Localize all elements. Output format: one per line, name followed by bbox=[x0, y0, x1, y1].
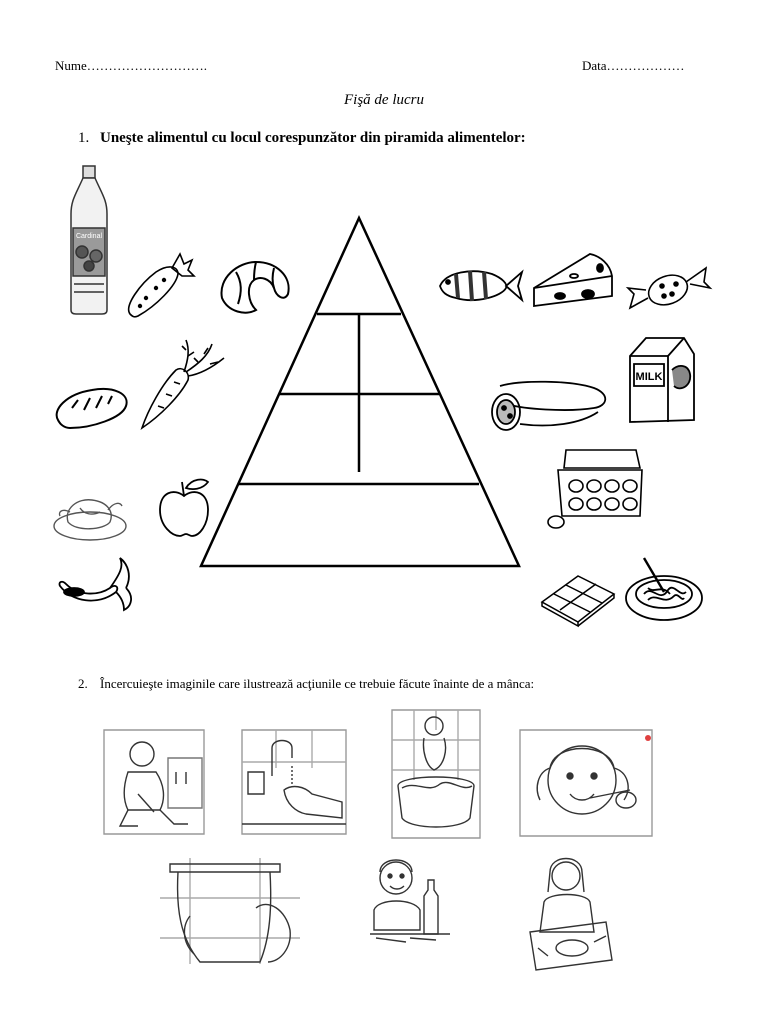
bottle-brand-label: Cardinal bbox=[75, 233, 103, 240]
exercise-1-instruction bbox=[78, 130, 526, 147]
girl-brushing-teeth-picture bbox=[520, 728, 652, 838]
carrot-icon bbox=[138, 336, 228, 432]
apple-icon bbox=[156, 474, 212, 540]
egg-carton-icon bbox=[544, 446, 646, 532]
oil-bottle-icon bbox=[66, 164, 112, 316]
exercise-2-number: 2. bbox=[78, 676, 88, 691]
exercise-2-instruction bbox=[78, 676, 534, 692]
boy-eating-at-table-picture bbox=[366, 850, 452, 946]
salami-icon bbox=[490, 372, 612, 436]
banana-icon bbox=[54, 556, 136, 612]
boy-putting-on-shoes-picture bbox=[104, 728, 204, 836]
croissant-icon bbox=[216, 258, 294, 318]
cheese-icon bbox=[530, 250, 614, 308]
girl-eating-at-table-picture bbox=[520, 852, 616, 976]
worksheet-title: Fişă de lucru bbox=[344, 92, 424, 108]
drying-hands-towel-picture bbox=[160, 858, 300, 964]
exercise-1-number: 1. bbox=[78, 130, 90, 146]
roast-chicken-icon bbox=[52, 488, 128, 544]
milk-carton-label: MILK bbox=[635, 371, 663, 383]
exercise-1-text: Uneşte alimentul cu locul corespunzător din piramida alimentelor: bbox=[100, 130, 526, 146]
cucumber-icon bbox=[120, 248, 196, 320]
candy-icon bbox=[626, 262, 712, 314]
bread-loaf-icon bbox=[52, 384, 130, 430]
spaghetti-bowl-icon bbox=[622, 554, 708, 628]
child-bathing-picture bbox=[392, 710, 480, 838]
chocolate-bar-icon bbox=[540, 572, 616, 628]
fish-icon bbox=[436, 266, 524, 306]
exercise-2-text: Încercuieşte imaginile care ilustrează acţiunile ce trebuie făcute înainte de a mânca: bbox=[100, 676, 535, 691]
washing-hands-picture bbox=[242, 728, 346, 836]
name-field-label: Nume………………………. bbox=[55, 58, 208, 73]
milk-carton-icon bbox=[620, 334, 700, 426]
date-field-label: Data……………… bbox=[582, 58, 685, 73]
